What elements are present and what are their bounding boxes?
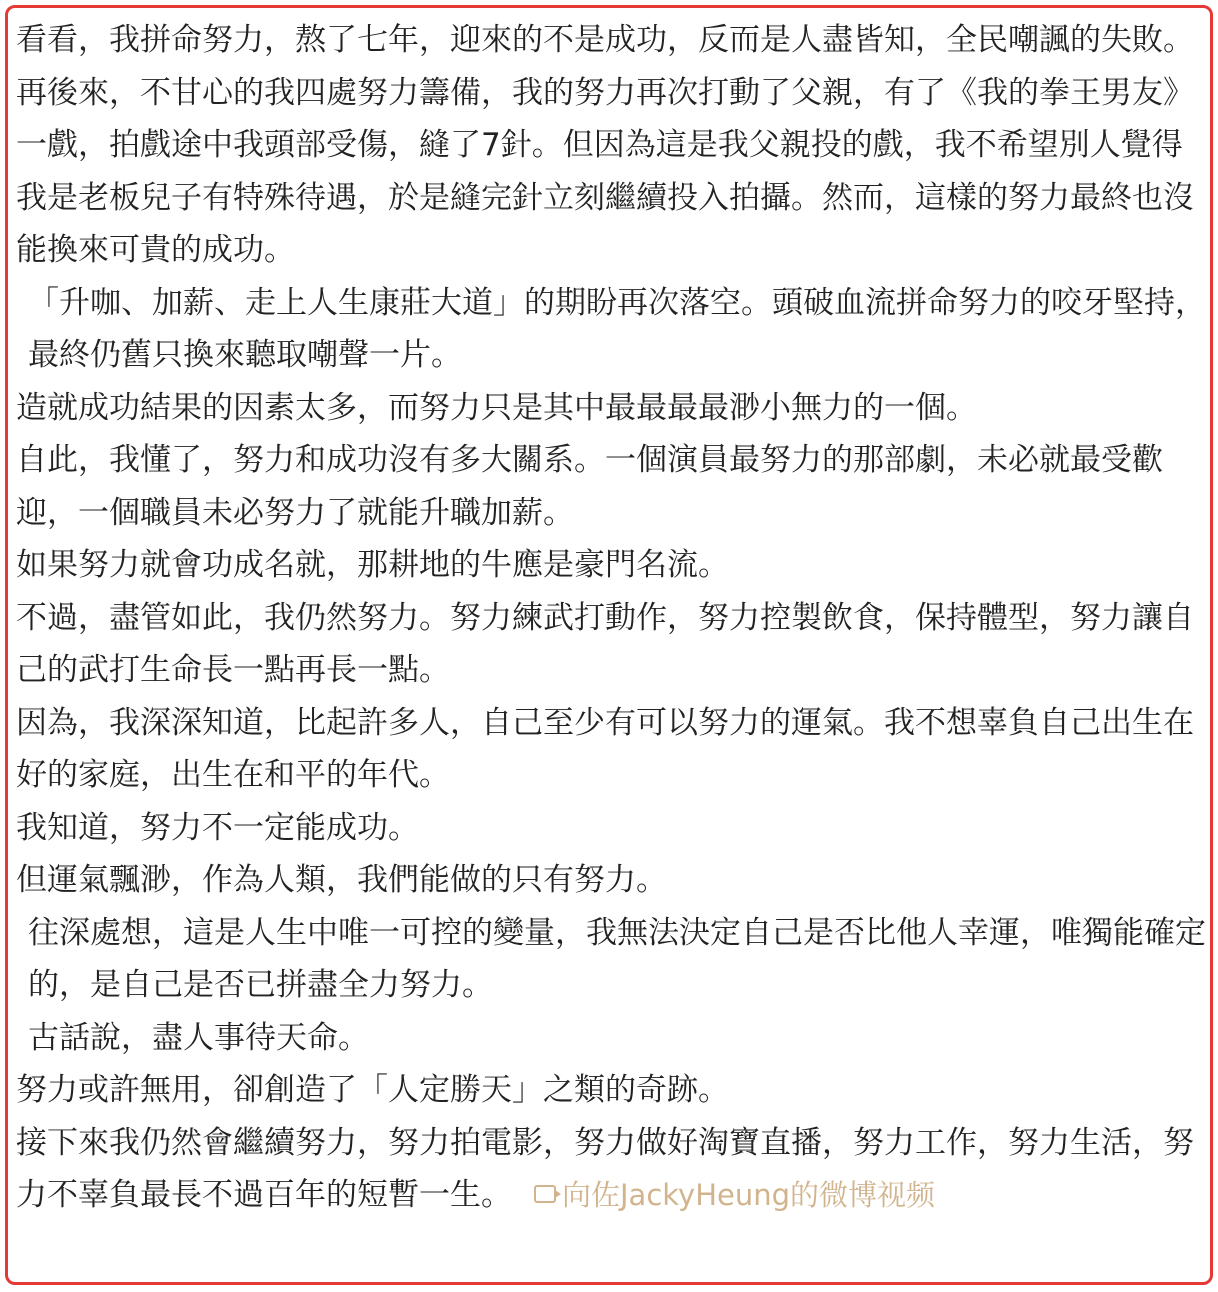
watermark-text: 向佐JackyHeung的微博视频	[562, 1178, 936, 1212]
paragraph-last	[16, 1117, 1206, 1222]
paragraph: 不過，盡管如此，我仍然努力。努力練武打動作，努力控製飲食，保持體型，努力讓自己的武打生命長一點再長一點。	[16, 599, 1194, 688]
paragraph-text: 接下來我仍然會繼續努力，努力拍電影，努力做好淘寶直播，努力工作，努力生活，努力不辜負最長不過百年的短暫一生。	[16, 1124, 1194, 1213]
paragraph: 看看，我拼命努力，熬了七年，迎來的不是成功，反而是人盡皆知，全民嘲諷的失敗。	[16, 22, 1194, 58]
paragraph: 「升咖、加薪、走上人生康莊大道」的期盼再次落空。頭破血流拼命努力的咬牙堅持，最終仍舊只換來聽取嘲聲一片。	[28, 284, 1206, 373]
paragraph: 我知道，努力不一定能成功。	[16, 809, 419, 846]
video-icon	[534, 1185, 556, 1203]
article-text	[16, 14, 1206, 1222]
paragraph: 再後來，不甘心的我四處努力籌備，我的努力再次打動了父親，有了《我的拳王男友》一戲，拍戲途中我頭部受傷，縫了7針。但因為這是我父親投的戲，我不希望別人覺得我是老板兒子有特殊待遇，於是縫完針立刻繼續投入拍攝。然而，這樣的努力最終也沒能換來可貴的成功。	[16, 74, 1194, 268]
paragraph: 往深處想，這是人生中唯一可控的變量，我無法決定自己是否比他人幸運，唯獨能確定的，是自己是否已拼盡全力努力。	[28, 914, 1206, 1003]
paragraph: 古話說，盡人事待天命。	[28, 1019, 369, 1056]
paragraph: 但運氣飄渺，作為人類，我們能做的只有努力。	[16, 862, 667, 898]
paragraph: 如果努力就會功成名就，那耕地的牛應是豪門名流。	[16, 547, 729, 583]
paragraph: 自此，我懂了，努力和成功沒有多大關系。一個演員最努力的那部劇，未必就最受歡迎，一個職員未必努力了就能升職加薪。	[16, 442, 1163, 531]
watermark	[534, 1169, 935, 1222]
paragraph: 造就成功結果的因素太多，而努力只是其中最最最最渺小無力的一個。	[16, 389, 977, 426]
paragraph: 因為，我深深知道，比起許多人，自己至少有可以努力的運氣。我不想辜負自己出生在好的家庭，出生在和平的年代。	[16, 704, 1194, 793]
paragraph: 努力或許無用，卻創造了「人定勝天」之類的奇跡。	[16, 1072, 729, 1108]
